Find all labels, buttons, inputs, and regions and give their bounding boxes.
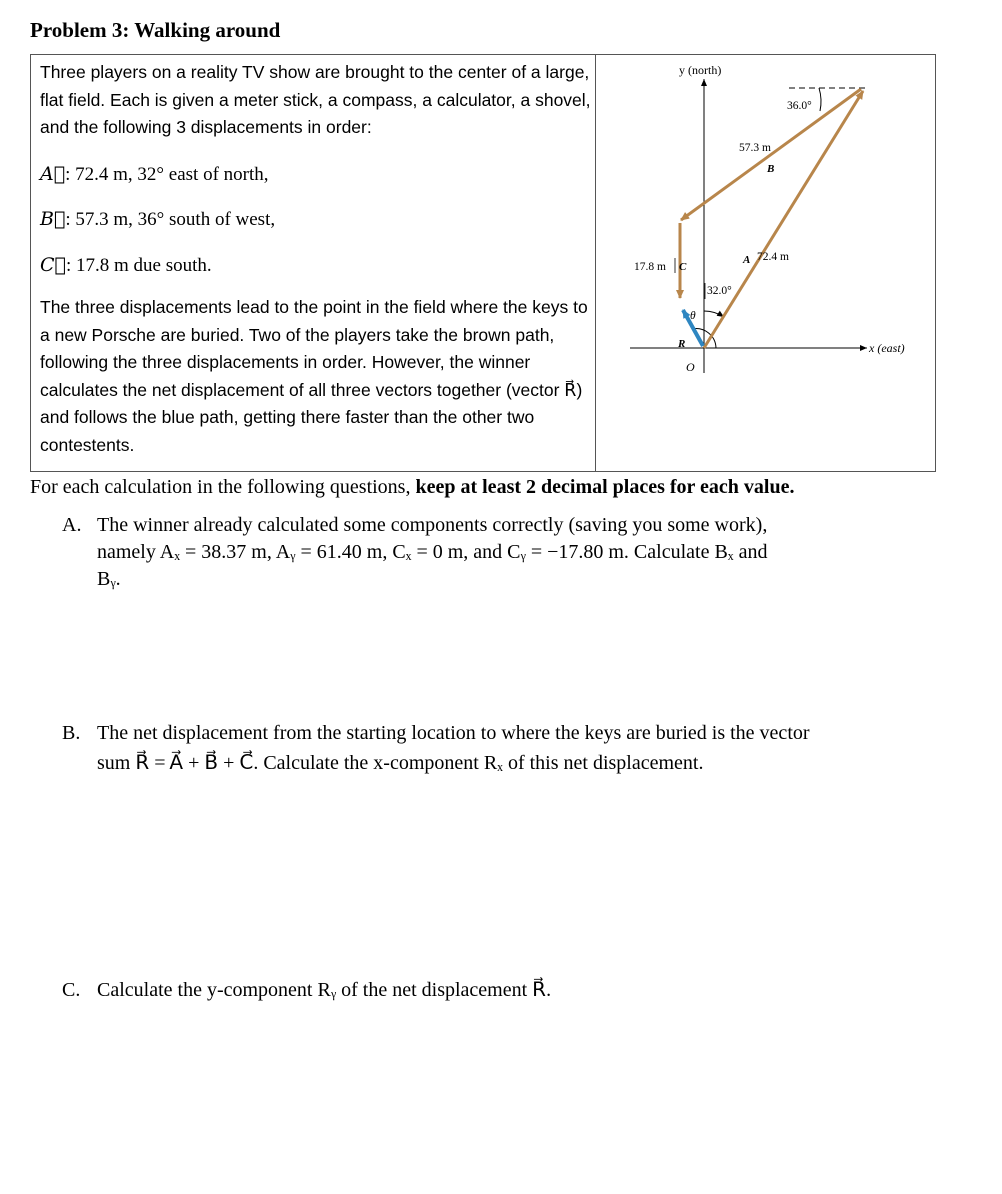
story-paragraph: The three displacements lead to the point in the field where the keys to a new Porsche are buried. Two of the players take the brown path, following the three displacements in order. However, the winner calculates the net displacement of all three vectors together (vector R⃗) and follows the blue path, getting there faster than the other two contestents. [40,297,588,455]
y-axis-label: y (north) [679,63,722,77]
question-c-letter: C. [62,979,81,1001]
question-a [62,512,942,593]
magnitude-b-label: 57.3 m [739,142,771,154]
vector-a-line: A⃗: 72.4 m, 32° east of north, [40,162,269,185]
question-a-line-2: namely Aₓ = 38.37 m, Aᵧ = 61.40 m, Cₓ = 0 m, and Cᵧ = −17.80 m. Calculate Bₓ and [97,541,768,563]
origin-label: O [686,360,695,374]
vector-diagram [595,55,925,375]
theta-label: θ [690,310,696,322]
vector-b-label: B⃗ [767,163,783,175]
angle-a-arc [704,311,724,317]
question-a-line-1: The winner already calculated some components correctly (saving you some work), [97,514,768,536]
angle-a-label: 32.0° [707,285,732,297]
vector-r-label: R⃗ [678,338,694,350]
problem-statement [40,59,592,459]
vector-c-label: C⃗ [679,261,695,273]
vector-a-label: A⃗ [743,254,759,266]
question-c [62,977,942,1004]
vector-b-arrow [681,89,861,220]
magnitude-a-label: 72.4 m [757,251,789,263]
x-axis-label: x (east) [869,341,905,355]
question-b [62,720,942,777]
problem-title: Problem 3: Walking around [30,18,281,42]
magnitude-c-label: 17.8 m [634,261,666,273]
question-b-line-1: The net displacement from the starting location to where the keys are buried is the vector [97,722,810,744]
question-b-line-2: sum R⃗ = A⃗ + B⃗ + C⃗. Calculate the x-component Rₓ of this net displacement. [97,752,704,774]
question-a-line-3: Bᵧ. [97,568,121,590]
vector-b-line: B⃗: 57.3 m, 36° south of west, [40,208,276,230]
question-a-letter: A. [62,514,82,536]
angle-b-arc [819,88,821,111]
question-b-letter: B. [62,722,81,744]
vector-a-arrow [704,91,863,348]
instructions: For each calculation in the following questions, keep at least 2 decimal places for each value. [30,476,795,498]
vector-c-line: C⃗: 17.8 m due south. [40,253,212,276]
intro-paragraph: Three players on a reality TV show are brought to the center of a large, flat field. Each is given a meter stick, a compass, a calculator, a shovel, and the following 3 displacements in order: [40,62,591,137]
angle-b-label: 36.0° [787,100,812,112]
question-c-line-1: Calculate the y-component Rᵧ of the net displacement R⃗. [97,979,552,1001]
